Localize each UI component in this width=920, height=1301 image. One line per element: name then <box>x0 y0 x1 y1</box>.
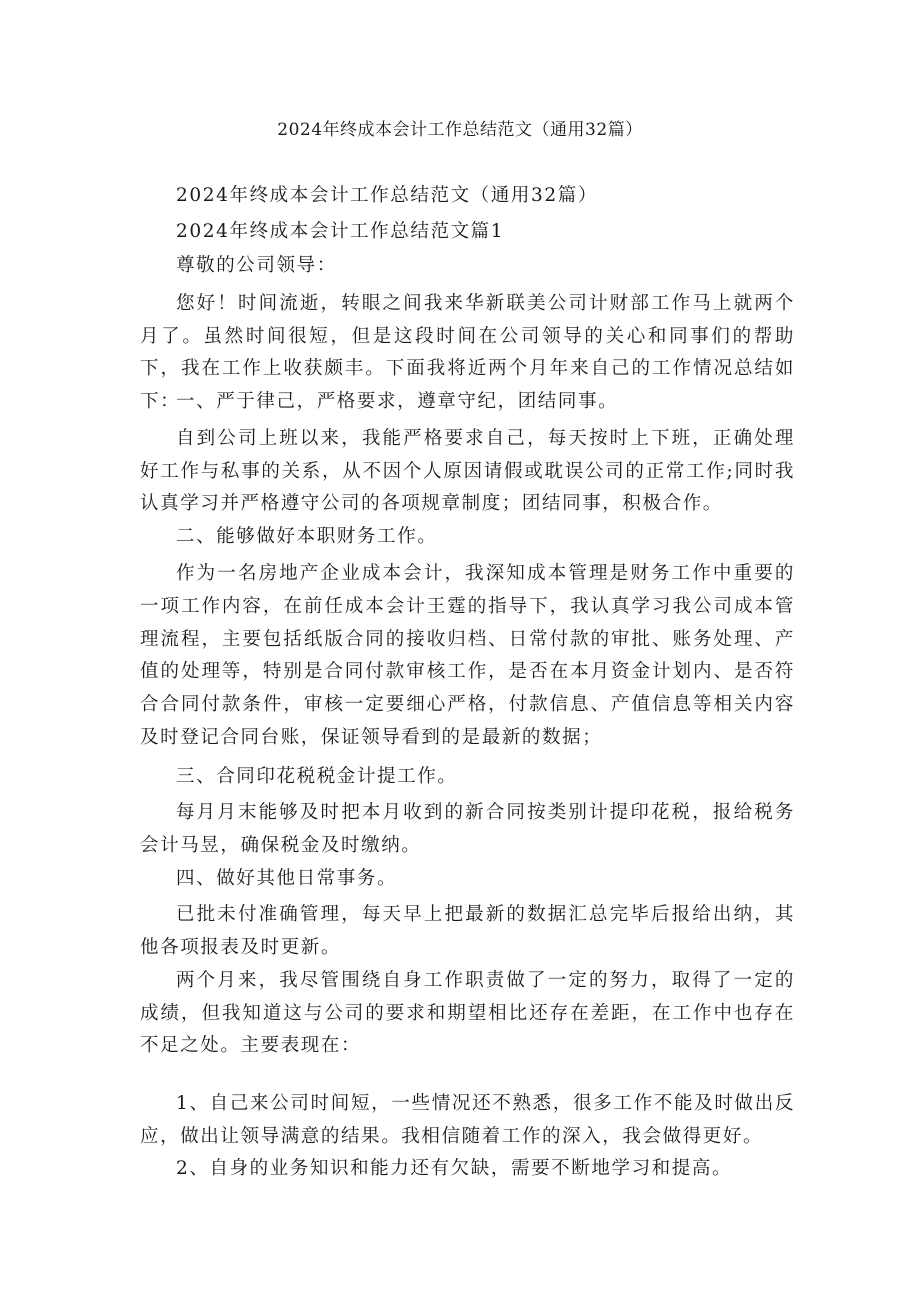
document-title: 2024年终成本会计工作总结范文（通用32篇） <box>277 120 643 140</box>
heading-3: 三、合同印花税税金计提工作。 <box>176 766 458 787</box>
paragraph-5: 两个月来，我尽管围绕自身工作职责做了一定的努力，取得了一定的成绩，但我知道这与公司的要求和期望相比还存在差距，在工作中也存在不足之处。主要表现在： <box>140 970 795 1056</box>
paragraph-4: 已批未付准确管理，每天早上把最新的数据汇总完毕后报给出纳，其他各项报表及时更新。 <box>140 904 795 958</box>
heading-1: 一、严于律己，严格要求，遵章守纪，团结同事。 <box>176 391 619 412</box>
heading-4: 四、做好其他日常事务。 <box>176 868 398 889</box>
paragraph-1: 自到公司上班以来，我能严格要求自己，每天按时上下班，正确处理好工作与私事的关系，从不因个人原因请假或耽误公司的正常工作;同时我认真学习并严格遵守公司的各项规章制度；团结同事，积极合作。 <box>140 428 795 514</box>
paragraph-2: 作为一名房地产企业成本会计，我深知成本管理是财务工作中重要的一项工作内容，在前任成本会计王霆的指导下，我认真学习我公司成本管理流程，主要包括纸版合同的接收归档、日常付款的审批、账务处理、产值的处理等，特别是合同付款审核工作，是否在本月资金计划内、是否符合合同付款条件，审核一定要细心严格，付款信息、产值信息等相关内容及时登记合同台账，保证领导看到的是最新的数据； <box>140 563 795 748</box>
paragraph-3: 每月月末能够及时把本月收到的新合同按类别计提印花税，报给税务会计马昱，确保税金及时缴纳。 <box>140 802 795 856</box>
list-item-1: 1、自己来公司时间短，一些情况还不熟悉，很多工作不能及时做出反应，做出让领导满意的结果。我相信随着工作的深入，我会做得更好。 <box>140 1093 795 1147</box>
document-subtitle: 2024年终成本会计工作总结范文（通用32篇） <box>176 185 598 206</box>
section-title: 2024年终成本会计工作总结范文篇1 <box>176 221 505 242</box>
salutation: 尊敬的公司领导： <box>176 255 337 276</box>
list-item-2: 2、自身的业务知识和能力还有欠缺，需要不断地学习和提高。 <box>176 1158 733 1179</box>
intro-paragraph: 您好！时间流逝，转眼之间我来华新联美公司计财部工作马上就两个月了。虽然时间很短，但是这段时间在公司领导的关心和同事们的帮助下，我在工作上收获颇丰。下面我将近两个月年来自己的工作情况总结如下： <box>140 293 795 412</box>
heading-2: 二、能够做好本职财务工作。 <box>176 526 438 547</box>
